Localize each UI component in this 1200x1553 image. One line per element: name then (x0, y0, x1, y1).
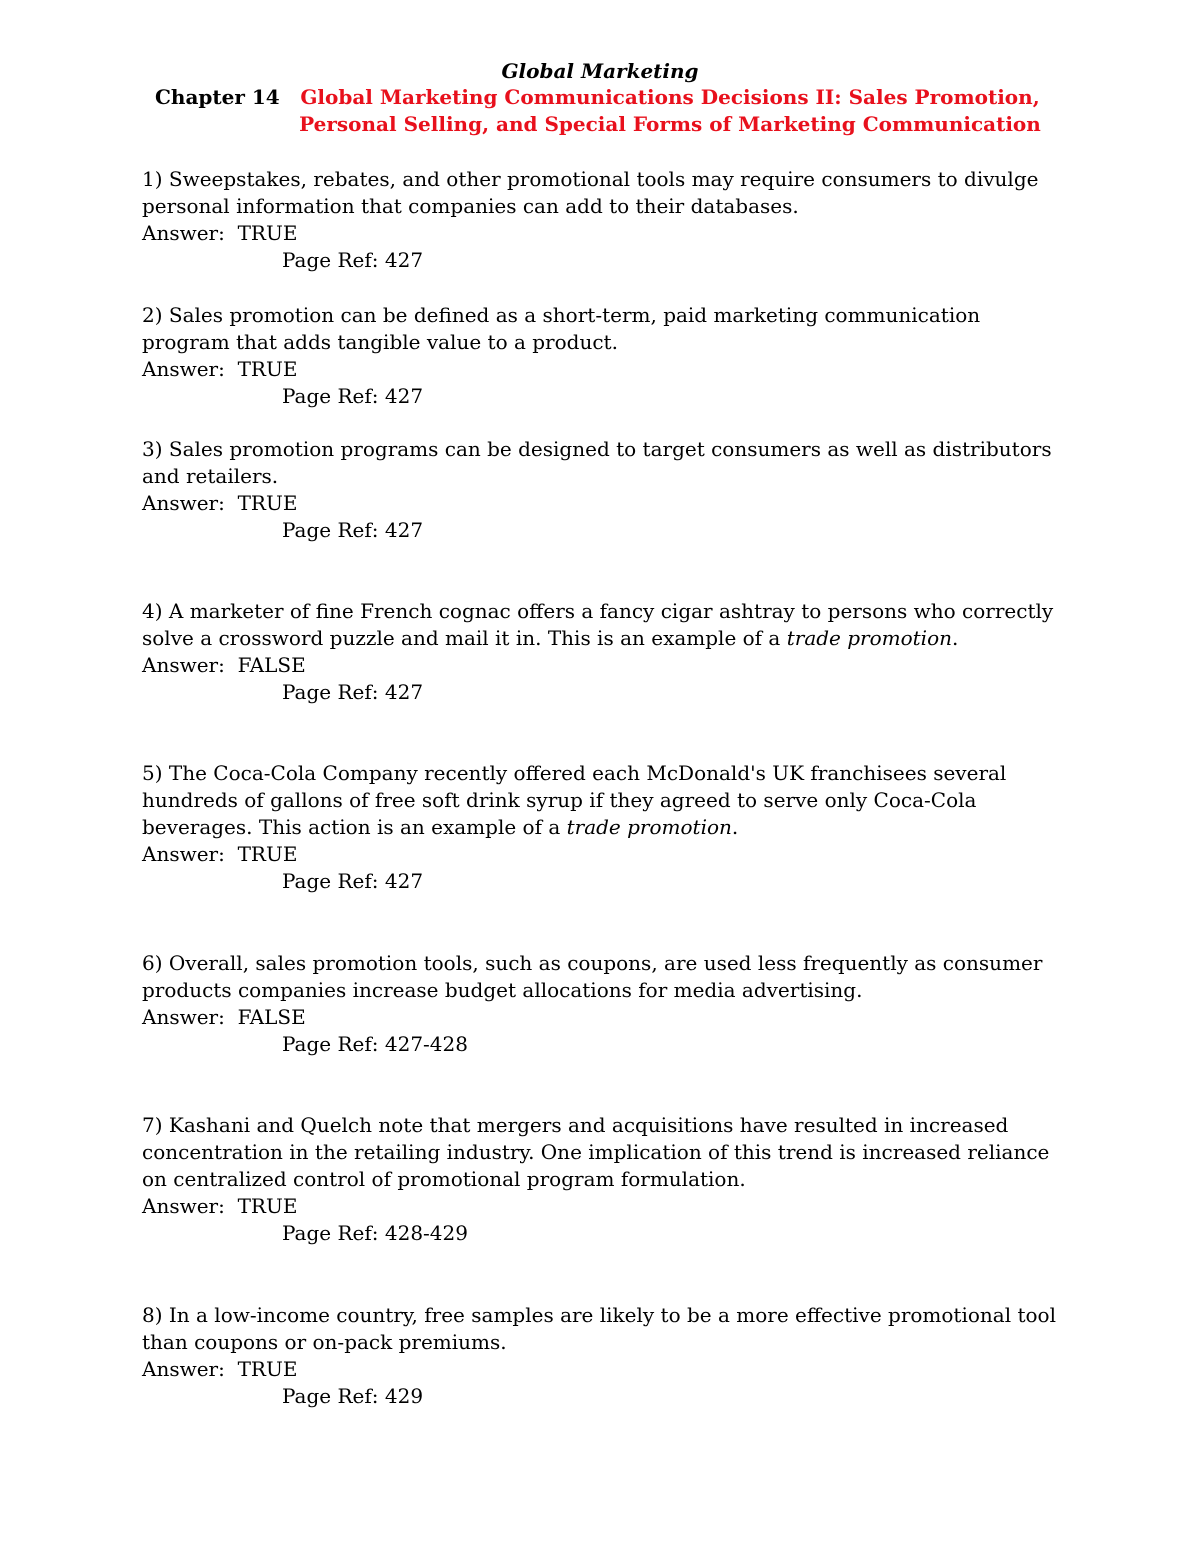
page-ref: Page Ref: 427 (282, 680, 424, 704)
page-ref-value: 427 (384, 518, 424, 542)
answer-value: FALSE (237, 653, 306, 677)
answer-value: TRUE (237, 357, 298, 381)
page-ref: Page Ref: 428-429 (282, 1221, 468, 1245)
page-ref-value: 427 (384, 680, 424, 704)
page-ref-value: 427-428 (384, 1032, 468, 1056)
question-number: 1) (142, 167, 163, 191)
page-ref-value: 428-429 (384, 1221, 468, 1245)
question-text: 2) Sales promotion can be defined as a short-term, paid marketing communication program that adds tangible value to a product. (142, 303, 981, 354)
document-title: Global Marketing (501, 59, 699, 83)
answer-value: TRUE (237, 221, 298, 245)
question-number: 4) (142, 599, 163, 623)
question-number: 5) (142, 761, 163, 785)
question-item (142, 760, 1072, 895)
question-text: 8) In a low-income country, free samples are likely to be a more effective promotional tool than coupons or on-pack premiums. (142, 1303, 1056, 1354)
answer-line: Answer: TRUE (142, 842, 298, 866)
page-ref: Page Ref: 429 (282, 1384, 424, 1408)
page-ref-value: 427 (384, 869, 424, 893)
answer-line: Answer: TRUE (142, 1194, 298, 1218)
question-number: 8) (142, 1303, 163, 1327)
answer-line: Answer: FALSE (142, 1005, 306, 1029)
page-ref-value: 427 (384, 384, 424, 408)
page-ref: Page Ref: 427 (282, 384, 424, 408)
answer-line: Answer: TRUE (142, 491, 298, 515)
question-text: 5) The Coca-Cola Company recently offered each McDonald's UK franchisees several hundreds of gallons of free soft drink syrup if they agreed to serve only Coca-Cola beverages. This action is an example of a trade promotion. (142, 761, 1007, 839)
answer-line: Answer: TRUE (142, 221, 298, 245)
question-item (142, 1112, 1072, 1247)
answer-line: Answer: FALSE (142, 653, 306, 677)
answer-value: TRUE (237, 491, 298, 515)
question-text: 6) Overall, sales promotion tools, such as coupons, are used less frequently as consumer products companies increase budget allocations for media advertising. (142, 951, 1043, 1002)
question-item (142, 1302, 1072, 1410)
chapter-title: Global Marketing Communications Decisions II: Sales Promotion, Personal Selling, and Special Forms of Marketing Communication (299, 85, 1041, 136)
chapter-label: Chapter 14 (155, 85, 280, 109)
page-ref: Page Ref: 427 (282, 518, 424, 542)
question-item (142, 950, 1072, 1058)
question-item (142, 436, 1072, 544)
question-item (142, 598, 1072, 706)
answer-value: TRUE (237, 1194, 298, 1218)
page-ref-value: 427 (384, 248, 424, 272)
question-number: 2) (142, 303, 163, 327)
question-text: 3) Sales promotion programs can be designed to target consumers as well as distributors and retailers. (142, 437, 1052, 488)
question-number: 3) (142, 437, 163, 461)
answer-value: TRUE (237, 1357, 298, 1381)
question-item (142, 302, 1072, 410)
answer-value: TRUE (237, 842, 298, 866)
page-ref: Page Ref: 427 (282, 248, 424, 272)
question-number: 6) (142, 951, 163, 975)
question-text: 4) A marketer of fine French cognac offers a fancy cigar ashtray to persons who correctly solve a crossword puzzle and mail it in. This is an example of a trade promotion. (142, 599, 1054, 650)
question-text: 7) Kashani and Quelch note that mergers and acquisitions have resulted in increased concentration in the retailing industry. One implication of this trend is increased reliance on centralized control of promotional program formulation. (142, 1113, 1050, 1191)
question-number: 7) (142, 1113, 163, 1137)
answer-value: FALSE (237, 1005, 306, 1029)
page-ref: Page Ref: 427-428 (282, 1032, 468, 1056)
page-ref-value: 429 (384, 1384, 424, 1408)
answer-line: Answer: TRUE (142, 1357, 298, 1381)
answer-line: Answer: TRUE (142, 357, 298, 381)
page-ref: Page Ref: 427 (282, 869, 424, 893)
question-item (142, 166, 1072, 274)
question-text: 1) Sweepstakes, rebates, and other promotional tools may require consumers to divulge personal information that companies can add to their databases. (142, 167, 1039, 218)
